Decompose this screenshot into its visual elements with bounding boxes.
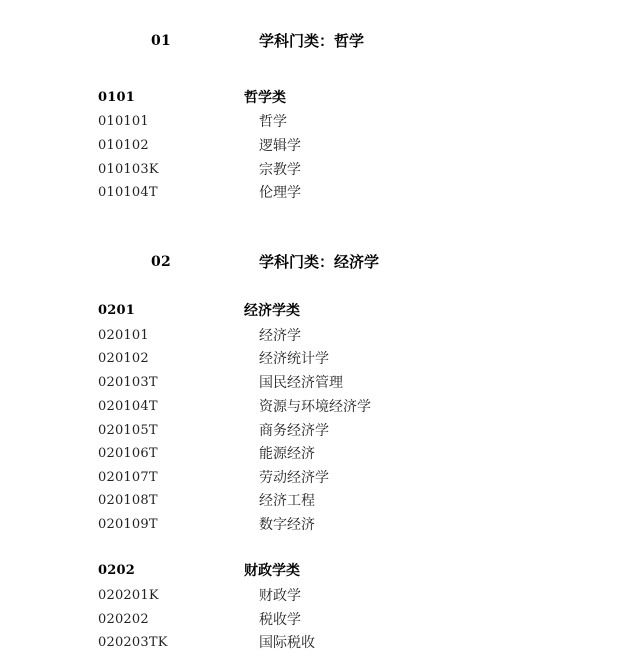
- major-name: 数字经济: [259, 517, 315, 533]
- major-name: 税收学: [259, 612, 301, 628]
- major-name: 经济统计学: [259, 351, 329, 367]
- major-code: 020103T: [98, 375, 158, 390]
- major-name: 经济工程: [259, 493, 315, 509]
- major-name: 国民经济管理: [259, 375, 343, 391]
- major-code: 010103K: [98, 162, 159, 177]
- major-code: 010102: [98, 138, 149, 153]
- major-code: 020202: [98, 612, 149, 627]
- major-code: 020203TK: [98, 635, 168, 650]
- major-name: 宗教学: [259, 162, 301, 178]
- class-name: 财政学类: [244, 563, 300, 579]
- major-code: 020101: [98, 328, 149, 343]
- major-name: 哲学: [259, 114, 287, 130]
- major-name: 商务经济学: [259, 423, 329, 439]
- major-code: 020109T: [98, 517, 158, 532]
- class-name: 经济学类: [244, 303, 300, 319]
- major-code: 020201K: [98, 588, 159, 603]
- major-code: 020108T: [98, 493, 158, 508]
- major-code: 020105T: [98, 423, 158, 438]
- category-title: 学科门类：经济学: [259, 253, 380, 271]
- class-code: 0201: [98, 303, 135, 318]
- class-code: 0101: [98, 90, 135, 105]
- major-name: 国际税收: [259, 635, 315, 651]
- major-name: 逻辑学: [259, 138, 301, 154]
- major-code: 020102: [98, 351, 149, 366]
- category-code: 01: [151, 33, 171, 49]
- category-title: 学科门类：哲学: [259, 32, 365, 50]
- major-code: 010104T: [98, 185, 158, 200]
- major-code: 020106T: [98, 446, 158, 461]
- major-name: 能源经济: [259, 446, 315, 462]
- major-name: 财政学: [259, 588, 301, 604]
- major-name: 劳动经济学: [259, 470, 329, 486]
- major-code: 020104T: [98, 399, 158, 414]
- class-name: 哲学类: [244, 90, 286, 106]
- major-code: 010101: [98, 114, 149, 129]
- major-name: 资源与环境经济学: [259, 399, 371, 415]
- category-code: 02: [151, 254, 171, 270]
- major-name: 经济学: [259, 328, 301, 344]
- major-code: 020107T: [98, 470, 158, 485]
- class-code: 0202: [98, 563, 135, 578]
- major-name: 伦理学: [259, 185, 301, 201]
